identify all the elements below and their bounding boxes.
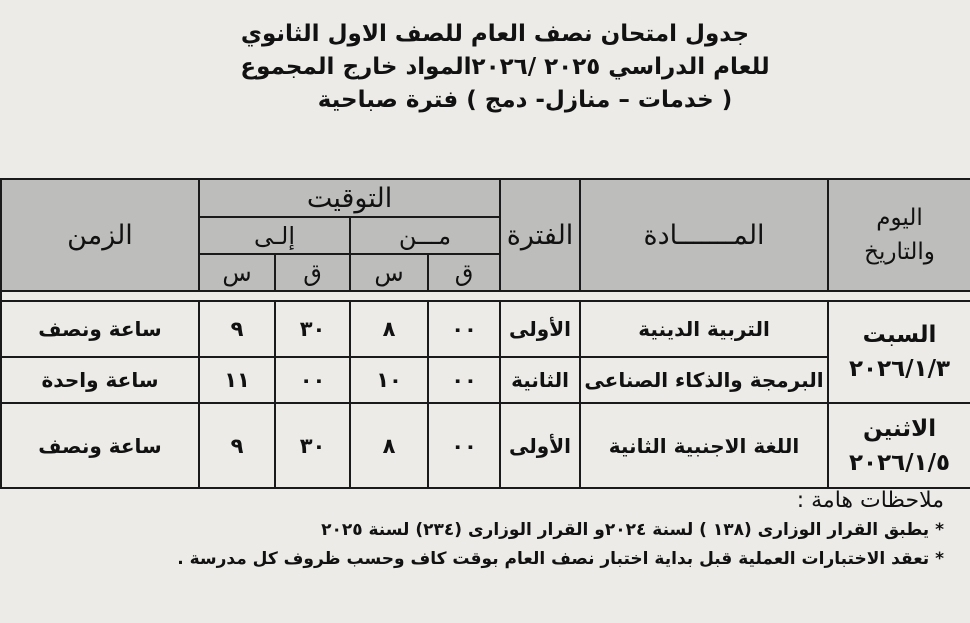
table-row: [1, 357, 970, 403]
table-row: [1, 403, 970, 488]
day-date-cell: السبت ٢٠٢٦/١/٣: [828, 301, 970, 403]
header-day-date: اليوم والتاريخ: [828, 179, 970, 291]
from-minute-cell: ٠٠: [428, 301, 500, 357]
header-timing: التوقيت: [199, 179, 500, 217]
schedule-sheet: [0, 178, 970, 485]
day-date-cell: الاثنين ٢٠٢٦/١/٥: [828, 403, 970, 488]
header-gap: [1, 291, 970, 301]
from-minute-cell: ٠٠: [428, 357, 500, 403]
notes-title: ملاحظات هامة :: [796, 488, 944, 513]
to-hour-cell: ٩: [199, 403, 275, 488]
duration-cell: ساعة ونصف: [1, 403, 199, 488]
from-hour-cell: ٨: [350, 301, 428, 357]
subject-cell: اللغة الاجنبية الثانية: [580, 403, 828, 488]
notes-section: [4, 486, 944, 574]
header-subject: المـــــــادة: [580, 179, 828, 291]
from-hour-cell: ٨: [350, 403, 428, 488]
header-from-minute: ق: [428, 254, 500, 291]
header-row-1: [1, 179, 970, 217]
period-cell: الثانية: [500, 357, 580, 403]
to-minute-cell: ٣٠: [275, 403, 350, 488]
from-minute-cell: ٠٠: [428, 403, 500, 488]
header-to: إلـى: [199, 217, 350, 254]
subject-cell: البرمجة والذكاء الصناعى: [580, 357, 828, 403]
exam-title-block: [0, 18, 970, 117]
from-hour-cell: ١٠: [350, 357, 428, 403]
duration-cell: ساعة ونصف: [1, 301, 199, 357]
table-row: [1, 301, 970, 357]
note-item: * تعقد الاختبارات العملية قبل بداية اختبار نصف العام بوقت كاف وحسب ظروف كل مدرسة .: [177, 549, 944, 569]
period-cell: الأولى: [500, 403, 580, 488]
header-period: الفترة: [500, 179, 580, 291]
to-minute-cell: ٠٠: [275, 357, 350, 403]
title-line-2: للعام الدراسي ٢٠٢٥ /٢٠٢٦المواد خارج المجموع: [240, 54, 770, 80]
header-to-minute: ق: [275, 254, 350, 291]
period-cell: الأولى: [500, 301, 580, 357]
subject-cell: التربية الدينية: [580, 301, 828, 357]
header-to-hour: س: [199, 254, 275, 291]
to-hour-cell: ٩: [199, 301, 275, 357]
note-item: * يطبق القرار الوزارى (١٣٨ ) لسنة ٢٠٢٤و القرار الوزارى (٢٣٤) لسنة ٢٠٢٥: [321, 520, 944, 540]
header-from: مـــن: [350, 217, 500, 254]
title-line-1: جدول امتحان نصف العام للصف الاول الثانوي: [240, 21, 750, 47]
duration-cell: ساعة واحدة: [1, 357, 199, 403]
header-duration: الزمن: [1, 179, 199, 291]
title-line-3: ( خدمات – منازل- دمج ) فترة صباحية: [317, 87, 733, 113]
header-from-hour: س: [350, 254, 428, 291]
to-hour-cell: ١١: [199, 357, 275, 403]
to-minute-cell: ٣٠: [275, 301, 350, 357]
exam-schedule-table: [0, 178, 970, 489]
